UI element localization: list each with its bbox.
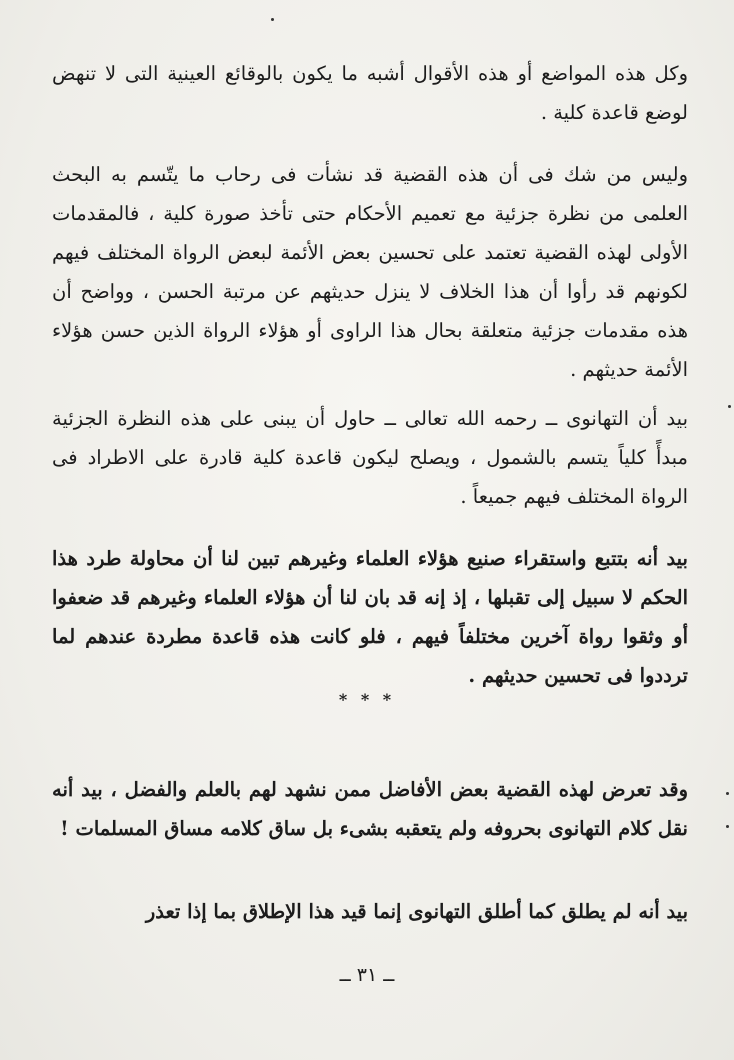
paragraph-6: بيد أنه لم يطلق كما أطلق التهانوى إنما قيد هذا الإطلاق بما إذا تعذر <box>145 899 688 923</box>
section-separator: * * * <box>338 690 396 709</box>
scan-speck <box>271 18 274 21</box>
scan-speck <box>726 825 729 828</box>
paragraph-2: وليس من شك فى أن هذه القضية قد نشأت فى رحاب ما يتّسم به البحث العلمى من نظرة جزئية مع تعميم الأحكام حتى تأخذ صورة كلية ، فالمقدمات الأولى لهذه القضية تعتمد على تحسين بعض الأئمة لبعض الرواة المختلف فيهم لكونهم قد رأوا أن هذا الخلاف لا ينزل حديثهم عن مرتبة الحسن ، وواضح أن هذه مقدمات جزئية متعلقة بحال هذا الراوى أو هؤلاء الرواة الذين حسن هؤلاء الأئمة حديثهم . <box>52 162 688 381</box>
paragraph-1: وكل هذه المواضع أو هذه الأقوال أشبه ما يكون بالوقائع العينية التى لا تنهض لوضع قاعدة كلية . <box>52 61 688 124</box>
page-number: ــ ٣١ ــ <box>339 964 395 986</box>
scan-speck <box>726 792 729 795</box>
scan-speck <box>728 405 731 408</box>
paragraph-3: بيد أن التهانوى ــ رحمه الله تعالى ــ حاول أن يبنى على هذه النظرة الجزئية مبدأً كلياً يتسم بالشمول ، ويصلح ليكون قاعدة كلية قادرة على الاطراد فى الرواة المختلف فيهم جميعاً . <box>52 406 688 508</box>
paragraph-4: بيد أنه بتتبع واستقراء صنيع هؤلاء العلماء وغيرهم تبين لنا أن محاولة طرد هذا الحكم لا سبيل إلى تقبلها ، إذ إنه قد بان لنا أن هؤلاء العلماء وغيرهم قد ضعفوا أو وثقوا رواة آخرين مختلفاً فيهم ، فلو كانت هذه قاعدة مطردة عندهم لما ترددوا فى تحسين حديثهم . <box>52 546 688 687</box>
paragraph-5: وقد تعرض لهذه القضية بعض الأفاضل ممن نشهد لهم بالعلم والفضل ، بيد أنه نقل كلام التهانوى بحروفه ولم يتعقبه بشىء بل ساق كلامه مساق المسلمات ! <box>52 777 688 840</box>
